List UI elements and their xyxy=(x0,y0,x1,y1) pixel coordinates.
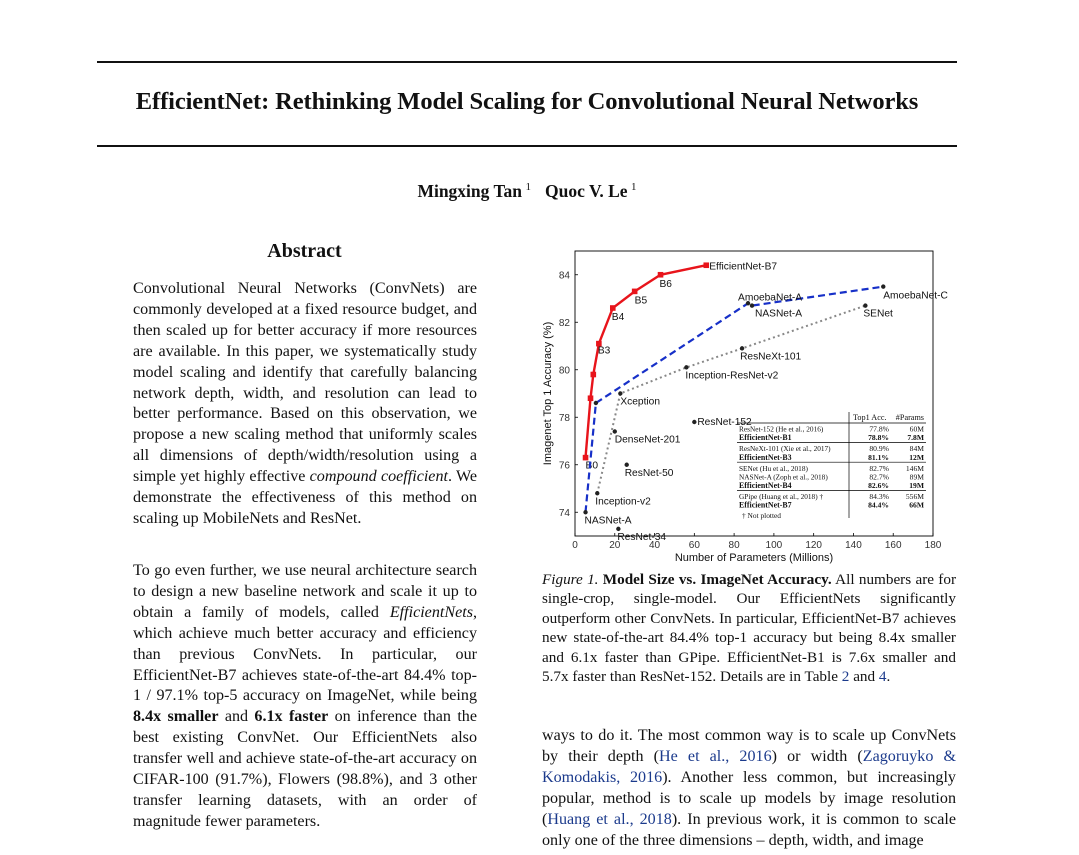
x-tick-label: 20 xyxy=(609,540,621,551)
legend-params: 7.8M xyxy=(907,433,924,443)
author-affiliation: 1 xyxy=(631,181,637,194)
italic-run: compound coefficient xyxy=(309,468,448,486)
legend-top1: 81.1% xyxy=(868,452,889,462)
legend-top1: 82.7% xyxy=(869,463,889,473)
y-tick-label: 74 xyxy=(558,507,570,519)
legend-header: Top1 Acc. xyxy=(853,413,887,422)
legend-top1: 80.9% xyxy=(869,444,889,454)
legend-top1: 84.4% xyxy=(868,500,889,510)
data-point xyxy=(610,305,616,311)
bold-run: 6.1x faster xyxy=(254,708,329,726)
data-label: B4 xyxy=(611,312,625,323)
legend-header: #Params xyxy=(895,413,924,422)
data-point xyxy=(616,527,620,531)
data-label: Inception-ResNet-v2 xyxy=(685,370,779,382)
y-axis-label: Imagenet Top 1 Accuracy (%) xyxy=(542,321,554,466)
legend-params: 19M xyxy=(909,481,924,490)
text-run: . xyxy=(886,668,891,686)
data-point xyxy=(613,429,617,433)
data-point xyxy=(692,420,696,424)
legend-params: 66M xyxy=(909,500,924,510)
legend-params: 84M xyxy=(909,444,924,454)
data-label: Inception-v2 xyxy=(595,496,651,508)
data-point xyxy=(618,391,622,395)
legend-model-name: EfficientNet-B4 xyxy=(739,481,792,490)
legend-model-name: EfficientNet-B3 xyxy=(739,452,792,462)
author-name: Mingxing Tan xyxy=(417,181,523,201)
legend-params: 146M xyxy=(905,463,924,473)
data-label: ResNet-34 xyxy=(617,531,667,543)
x-tick-label: 0 xyxy=(572,540,578,551)
text-run: Convolutional Neural Networks (ConvNets) are commonly developed at a fixed resource budget, and then scaled up for better accuracy if more resources are available. In this paper, we systematically study model scaling and identify that carefully balancing network depth, width, and resolution can lead to better performance. Based on this observation, we propose a new scaling method that uniformly scales all dimensions of depth/width/resolution using a simple yet highly effective xyxy=(133,280,477,486)
legend-params: 12M xyxy=(909,452,924,462)
text-run: , which achieve much better accuracy and efficiency than previous ConvNets. In particular, our EfficientNet-B7 achieves state-of-the-art 84.4% top-1 / 97.1% top-5 accuracy on ImageNet, while being xyxy=(133,603,477,705)
title-bottom-rule xyxy=(97,145,957,147)
bold-run: 8.4x smaller xyxy=(133,708,219,726)
body-paragraph xyxy=(542,726,956,851)
x-tick-label: 180 xyxy=(924,540,942,551)
text-run: ) or width ( xyxy=(771,747,863,765)
legend-model-name: SENet (Hu et al., 2018) xyxy=(739,463,808,473)
legend-top1: 77.8% xyxy=(869,424,889,434)
y-tick-label: 80 xyxy=(558,365,570,377)
bold-run: Model Size vs. ImageNet Accuracy. xyxy=(602,571,832,588)
data-label: Xception xyxy=(620,396,661,408)
data-point xyxy=(590,372,596,378)
data-label: AmoebaNet-A xyxy=(738,292,803,304)
citation-link[interactable]: Huang et al., 2018 xyxy=(547,810,672,828)
citation-link[interactable]: He et al., 2016 xyxy=(659,747,772,765)
series-line-efficientnet xyxy=(586,265,707,457)
chart-svg xyxy=(540,245,950,567)
data-point xyxy=(740,346,744,350)
italic-run: EfficientNets xyxy=(389,603,473,621)
data-label: AmoebaNet-C xyxy=(883,290,948,302)
data-label: B6 xyxy=(659,278,672,290)
text-run: . We demonstrate the effectiveness of this method on scaling up MobileNets and ResNet. xyxy=(133,468,477,527)
abstract-paragraph-2 xyxy=(133,561,477,833)
paper-title: EfficientNet: Rethinking Model Scaling for Convolutional Neural Networks xyxy=(135,88,919,115)
text-run: and xyxy=(849,668,879,686)
data-point xyxy=(625,463,629,467)
data-label: ResNet-152 xyxy=(697,417,752,428)
x-tick-label: 60 xyxy=(688,540,700,551)
data-point xyxy=(594,401,598,405)
data-point xyxy=(863,303,867,307)
data-label: SENet xyxy=(863,308,893,320)
y-tick-label: 82 xyxy=(558,317,570,329)
x-tick-label: 160 xyxy=(884,540,902,551)
legend-top1: 82.6% xyxy=(868,481,889,490)
data-label: B5 xyxy=(634,295,648,307)
abstract-heading: Abstract xyxy=(267,240,342,262)
data-point xyxy=(881,284,885,288)
italic-run: Figure 1. xyxy=(542,571,603,588)
citation-link[interactable]: Zagoruyko & Komodakis, 2016 xyxy=(542,747,956,786)
text-run: ). In previous work, it is common to scale only one of the three dimensions – depth, width, and image xyxy=(542,810,956,849)
legend-top1: 82.7% xyxy=(869,472,889,482)
legend-model-name: ResNeXt-101 (Xie et al., 2017) xyxy=(739,444,831,454)
y-tick-label: 84 xyxy=(558,270,570,282)
text-run: ways to do it. The most common way is to scale up ConvNets by their depth ( xyxy=(542,727,956,765)
data-point xyxy=(684,365,688,369)
x-tick-label: 40 xyxy=(648,540,661,551)
text-run: To go even further, we use neural architecture search to design a new baseline network and scale it up to obtain a family of models, called xyxy=(133,562,477,621)
data-point xyxy=(750,303,754,307)
legend-params: 60M xyxy=(909,424,924,434)
legend-top1: 78.8% xyxy=(868,433,889,443)
x-tick-label: 100 xyxy=(765,540,783,551)
x-axis-label: Number of Parameters (Millions) xyxy=(674,552,834,564)
legend-footnote: † Not plotted xyxy=(742,511,782,520)
text-run: ). Another less common, but increasingly popular, method is to scale up models by image resolution ( xyxy=(542,768,956,828)
y-tick-label: 76 xyxy=(558,460,570,472)
legend-params: 556M xyxy=(905,492,924,501)
data-point xyxy=(595,491,599,495)
text-run: on inference than the best existing ConvNet. Our EfficientNets also transfer well and achieve state-of-the-art accuracy on CIFAR-100 (91.7%), Flowers (98.8%), and 3 other transfer learning datasets, with an order of magnitude fewer parameters. xyxy=(133,708,477,830)
x-tick-label: 120 xyxy=(805,540,823,551)
legend-model-name: EfficientNet-B1 xyxy=(739,433,792,443)
data-label: ResNeXt-101 xyxy=(740,351,802,363)
legend-model-name: EfficientNet-B7 xyxy=(739,500,792,510)
citation-link[interactable]: 2 xyxy=(841,668,850,686)
legend-top1: 84.3% xyxy=(869,492,889,501)
citation-link[interactable]: 4 xyxy=(878,668,887,686)
data-point xyxy=(658,272,664,278)
data-label: NASNet-A xyxy=(755,308,803,320)
legend-model-name: ResNet-152 (He et al., 2016) xyxy=(739,424,824,434)
text-run: All numbers are for single-crop, single-model. Our EfficientNets significantly outperform other ConvNets. In particular, EfficientNet-B7 achieves new state-of-the-art 84.4% top-1 accuracy but being 8.4x smaller and 6.1x faster than GPipe. EfficientNet-B1 is 7.6x smaller and 5.7x faster than ResNet-152. Details are in Table xyxy=(542,571,956,686)
data-point xyxy=(703,262,709,268)
data-point xyxy=(583,510,587,514)
authors-line xyxy=(97,181,957,202)
y-tick-label: 78 xyxy=(558,412,570,424)
data-point xyxy=(583,455,589,461)
top-rule xyxy=(97,61,957,63)
figure-caption xyxy=(542,570,956,686)
data-label: B0 xyxy=(585,460,599,472)
abstract-paragraph-1 xyxy=(133,279,477,530)
data-label: NASNet-A xyxy=(584,515,632,527)
data-label: EfficientNet-B7 xyxy=(709,261,778,273)
legend-params: 89M xyxy=(909,472,924,482)
data-point xyxy=(588,395,594,401)
x-tick-label: 140 xyxy=(845,540,862,551)
x-tick-label: 80 xyxy=(728,540,740,551)
legend-model-name: GPipe (Huang et al., 2018) † xyxy=(739,492,824,501)
data-label: ResNet-50 xyxy=(624,467,674,479)
author-name: Quoc V. Le xyxy=(545,181,628,201)
legend-model-name: NASNet-A (Zoph et al., 2018) xyxy=(739,472,828,482)
figure-1-chart xyxy=(540,245,950,572)
data-point xyxy=(632,289,638,295)
data-label: B3 xyxy=(597,345,611,357)
text-run: and xyxy=(218,708,255,726)
data-label: DenseNet-201 xyxy=(614,434,681,446)
author-affiliation: 1 xyxy=(525,181,532,194)
